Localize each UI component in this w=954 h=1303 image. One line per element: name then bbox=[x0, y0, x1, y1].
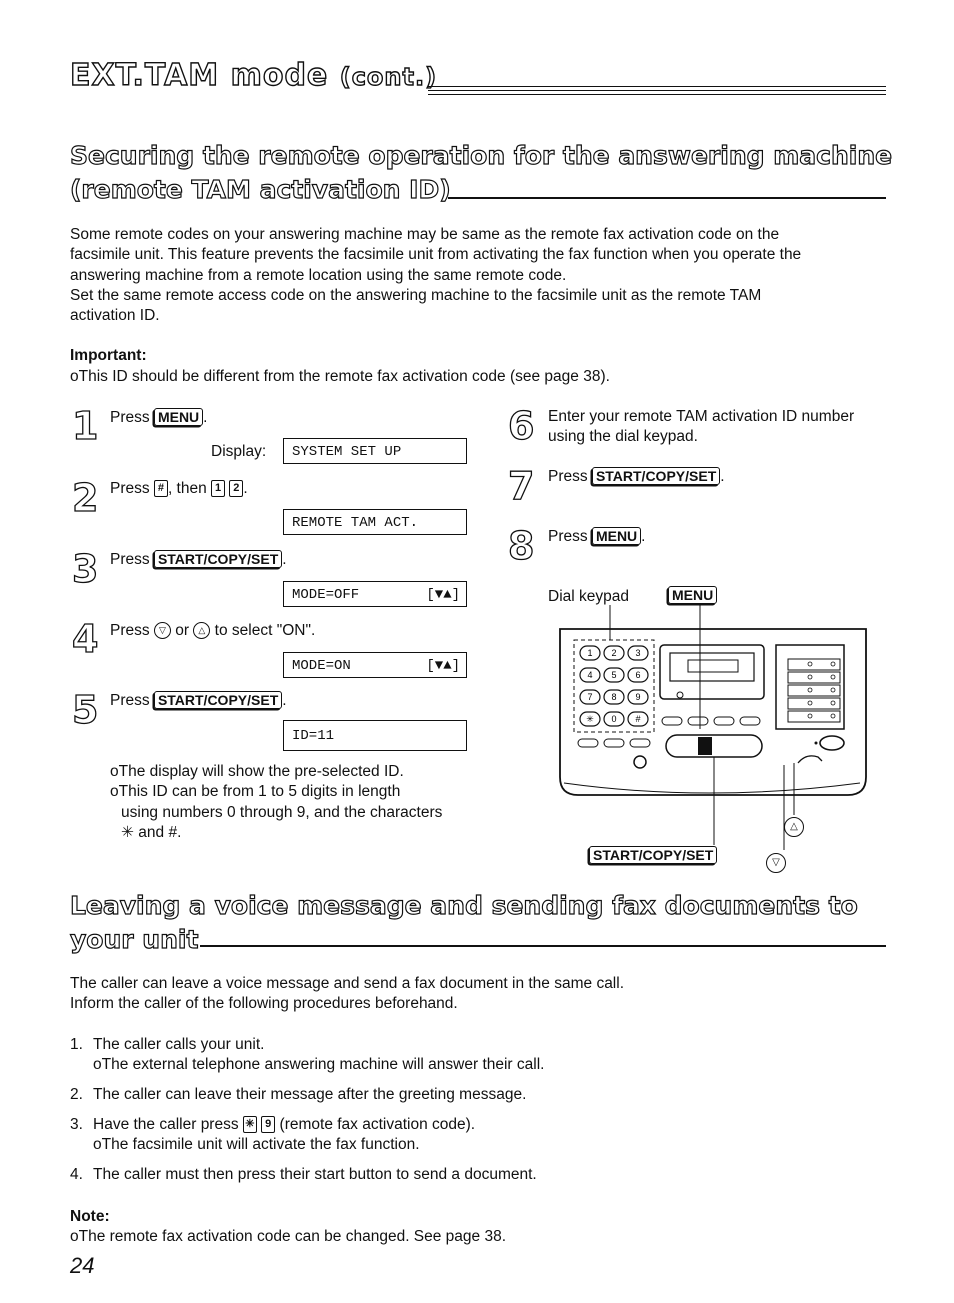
section2-title-line2: your unit bbox=[70, 925, 199, 954]
keypad-key bbox=[580, 646, 600, 660]
svg-text:9: 9 bbox=[635, 692, 641, 702]
note-text: oThe remote fax activation code can be changed. See page 38. bbox=[70, 1228, 507, 1245]
display-label: Display: bbox=[211, 443, 267, 460]
svg-text:8: 8 bbox=[611, 692, 617, 702]
step5-press: Press bbox=[110, 692, 150, 709]
list-item-number: 4. bbox=[70, 1166, 83, 1183]
header-rule-3 bbox=[428, 94, 886, 95]
section2-title-line1: Leaving a voice message and sending fax documents to bbox=[70, 891, 858, 920]
list-item-number: 2. bbox=[70, 1086, 83, 1103]
step-number: 3 bbox=[72, 547, 99, 591]
step4-or: or bbox=[175, 622, 190, 639]
dial-keypad-label: Dial keypad bbox=[548, 588, 629, 605]
list-item-text: The caller must then press their start button to send a document. bbox=[93, 1166, 537, 1183]
intro-line: facsimile unit. This feature prevents the facsimile unit from activating the fax function when you operate the bbox=[70, 246, 802, 264]
down-arrow-icon: ▽ bbox=[154, 622, 171, 639]
step-number: 5 bbox=[72, 688, 99, 732]
lcd-text: MODE=OFF bbox=[292, 587, 360, 603]
step5-note: oThe display will show the pre-selected ID. bbox=[110, 763, 404, 780]
section1-title-line1: Securing the remote operation for the answering machine bbox=[70, 141, 893, 170]
lcd-display bbox=[283, 581, 467, 607]
step1-press: Press bbox=[110, 409, 150, 426]
intro-line: activation ID. bbox=[70, 307, 160, 325]
section1-intro bbox=[70, 225, 890, 326]
intro-line: Some remote codes on your answering machine may be same as the remote fax activation code on the bbox=[70, 226, 780, 243]
lcd-display bbox=[283, 438, 467, 464]
menu-key: MENU bbox=[154, 408, 203, 426]
list-item-number: 1. bbox=[70, 1036, 83, 1053]
keypad-key bbox=[580, 690, 600, 704]
lcd-arrows: [▼▲] bbox=[426, 658, 460, 674]
list-item-text: The caller can leave their message after the greeting message. bbox=[93, 1086, 527, 1103]
svg-text:1: 1 bbox=[587, 648, 593, 658]
start-callout-label bbox=[589, 846, 717, 865]
step4-select: to select "ON". bbox=[214, 622, 316, 639]
step6-text bbox=[548, 407, 908, 448]
list-item-sub: oThe external telephone answering machine will answer their call. bbox=[93, 1056, 545, 1073]
step1-text: Press MENU . bbox=[110, 409, 208, 426]
lcd-display bbox=[283, 720, 467, 751]
digit-key: 9 bbox=[261, 1116, 275, 1133]
lcd-arrows: [▼▲] bbox=[426, 587, 460, 603]
list-item bbox=[70, 1035, 890, 1055]
list-item-text: (remote fax activation code). bbox=[279, 1116, 476, 1133]
svg-text:✳: ✳ bbox=[586, 714, 594, 724]
lcd-text: SYSTEM SET UP bbox=[292, 444, 402, 460]
start-copy-set-key: START/COPY/SET bbox=[154, 550, 282, 568]
note-label: Note: bbox=[70, 1208, 110, 1225]
menu-key: MENU bbox=[592, 527, 641, 545]
digit-key: 1 bbox=[211, 480, 225, 497]
section1-title-line2: (remote TAM activation ID) bbox=[70, 175, 451, 204]
step8-press: Press bbox=[548, 528, 588, 545]
section2-intro bbox=[70, 974, 890, 1015]
step4-press: Press bbox=[110, 622, 150, 639]
list-item bbox=[70, 1165, 890, 1185]
lcd-display bbox=[283, 509, 467, 535]
list-item bbox=[70, 1115, 890, 1135]
step8-text: Press MENU . bbox=[548, 528, 646, 545]
keypad-key bbox=[628, 690, 648, 704]
header-rule bbox=[428, 86, 886, 87]
header-title-text: EXT.TAM mode bbox=[70, 58, 329, 93]
page-header-title bbox=[70, 58, 437, 93]
start-copy-set-key: START/COPY/SET bbox=[589, 846, 717, 864]
svg-text:2: 2 bbox=[611, 648, 617, 658]
intro-line: Inform the caller of the following procedures beforehand. bbox=[70, 995, 458, 1013]
svg-text:5: 5 bbox=[611, 670, 617, 680]
list-item-number: 3. bbox=[70, 1116, 83, 1133]
intro-line: The caller can leave a voice message and send a fax document in the same call. bbox=[70, 975, 625, 992]
down-arrow-icon: ▽ bbox=[766, 853, 786, 873]
procedure-list bbox=[70, 1035, 890, 1185]
step6-line: Enter your remote TAM activation ID number bbox=[548, 408, 855, 425]
intro-line: Set the same remote access code on the answering machine to the facsimile unit as the remote TAM bbox=[70, 286, 762, 304]
intro-line: answering machine from a remote location using the same remote code. bbox=[70, 266, 567, 284]
up-arrow-icon: △ bbox=[193, 622, 210, 639]
page-number: 24 bbox=[70, 1253, 95, 1278]
hash-key: # bbox=[154, 480, 168, 497]
svg-text:7: 7 bbox=[587, 692, 593, 702]
step2-text: Press # , then 1 2 . bbox=[110, 480, 248, 497]
keypad-key bbox=[580, 668, 600, 682]
step5-note: using numbers 0 through 9, and the characters bbox=[121, 803, 443, 821]
start-copy-set-key: START/COPY/SET bbox=[154, 691, 282, 709]
step3-press: Press bbox=[110, 551, 150, 568]
keypad-key bbox=[604, 646, 624, 660]
step-number: 4 bbox=[72, 617, 99, 661]
step5-text: Press START/COPY/SET . bbox=[110, 692, 287, 709]
lcd-text: MODE=ON bbox=[292, 658, 351, 674]
section2-title-rule bbox=[200, 945, 886, 947]
down-arrow-callout bbox=[766, 853, 786, 873]
header-rule-2 bbox=[428, 90, 886, 91]
menu-key: MENU bbox=[668, 586, 717, 604]
menu-callout-label bbox=[668, 586, 717, 605]
keypad-key bbox=[604, 668, 624, 682]
step-number: 7 bbox=[508, 464, 535, 508]
up-arrow-icon: △ bbox=[784, 817, 804, 837]
keypad-key bbox=[604, 712, 624, 726]
list-item-sub: oThe facsimile unit will activate the fax function. bbox=[93, 1136, 420, 1153]
step5-notes bbox=[110, 762, 480, 843]
step7-text: Press START/COPY/SET . bbox=[548, 468, 725, 485]
lcd-text: REMOTE TAM ACT. bbox=[292, 515, 419, 531]
keypad-key bbox=[580, 712, 600, 726]
step7-press: Press bbox=[548, 468, 588, 485]
step-number: 2 bbox=[72, 476, 99, 520]
keypad-key bbox=[628, 712, 648, 726]
svg-text:6: 6 bbox=[635, 670, 641, 680]
list-item bbox=[70, 1085, 890, 1105]
important-text: oThis ID should be different from the remote fax activation code (see page 38). bbox=[70, 368, 610, 385]
keypad-key bbox=[628, 668, 648, 682]
header-cont-text: (cont.) bbox=[339, 63, 438, 91]
svg-text:4: 4 bbox=[587, 670, 593, 680]
list-item-text: Have the caller press bbox=[93, 1116, 239, 1133]
lcd-text: ID=11 bbox=[292, 728, 335, 744]
step2-press: Press bbox=[110, 480, 150, 497]
start-copy-set-key: START/COPY/SET bbox=[592, 467, 720, 485]
digit-key: 2 bbox=[229, 480, 243, 497]
step4-text bbox=[110, 621, 315, 641]
step3-text: Press START/COPY/SET . bbox=[110, 551, 287, 568]
svg-text:#: # bbox=[635, 714, 641, 724]
keypad-key bbox=[604, 690, 624, 704]
lcd-display bbox=[283, 652, 467, 678]
step6-line: using the dial keypad. bbox=[548, 428, 698, 446]
important-label: Important: bbox=[70, 347, 147, 364]
up-arrow-callout bbox=[784, 817, 804, 837]
step5-note: ✳ and #. bbox=[121, 823, 182, 841]
section1-title-rule bbox=[448, 197, 886, 199]
step2-then: , then bbox=[167, 480, 207, 497]
star-key: ✳ bbox=[243, 1116, 257, 1133]
list-item-text: The caller calls your unit. bbox=[93, 1036, 265, 1053]
svg-text:3: 3 bbox=[635, 648, 641, 658]
step-number: 6 bbox=[508, 404, 535, 448]
fax-machine-illustration bbox=[548, 605, 878, 870]
keypad-key bbox=[628, 646, 648, 660]
svg-text:0: 0 bbox=[611, 714, 617, 724]
step-number: 8 bbox=[508, 524, 535, 568]
step5-note: oThis ID can be from 1 to 5 digits in length bbox=[110, 783, 401, 801]
step-number: 1 bbox=[72, 404, 99, 448]
